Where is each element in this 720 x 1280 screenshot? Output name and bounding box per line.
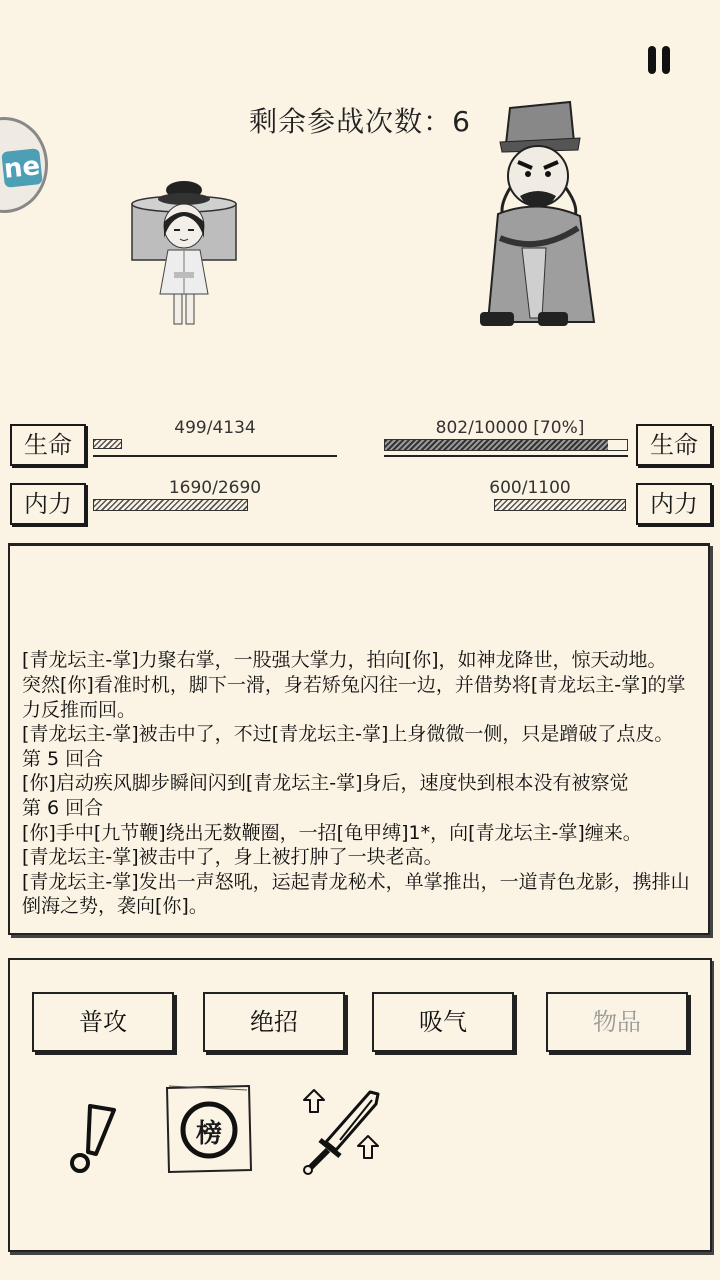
ultimate-button[interactable]: 绝招 xyxy=(203,992,345,1052)
remaining-battles: 剩余参战次数：6 xyxy=(249,105,471,138)
attack-button[interactable]: 普攻 xyxy=(32,992,174,1052)
player-hp-label: 生命 xyxy=(10,424,86,466)
log-line: [你]启动疾风脚步瞬间闪到[青龙坛主-掌]身后，速度快到根本没有被察觉 xyxy=(22,772,629,795)
enemy-hp-bar xyxy=(384,439,628,451)
log-line: 第 6 回合 xyxy=(22,797,104,820)
enemy-mp-bar xyxy=(494,499,626,511)
pause-icon xyxy=(648,46,656,74)
enemy-hp-value: 802/10000 [70%] xyxy=(435,418,585,438)
log-line: [青龙坛主-掌]力聚右掌，一股强大掌力，拍向[你]，如神龙降世，惊天动地。 xyxy=(22,649,667,672)
log-line: [青龙坛主-掌]被击中了，不过[青龙坛主-掌]上身微微一侧，只是蹭破了点皮。 xyxy=(22,723,674,746)
alert-icon[interactable] xyxy=(62,1100,122,1180)
player-mp-label: 内力 xyxy=(10,483,86,525)
enemy-mp-label: 内力 xyxy=(636,483,712,525)
battle-log-panel[interactable] xyxy=(8,543,710,935)
ranking-label: 榜 xyxy=(195,1119,222,1149)
enemy-mp-value: 600/1100 xyxy=(489,478,571,498)
log-line: [你]手中[九节鞭]绕出无数鞭圈，一招[龟甲缚]1*，向[青龙坛主-掌]缠来。 xyxy=(22,821,642,844)
enemy-character xyxy=(470,98,604,332)
log-line: [青龙坛主-掌]被击中了，身上被打肿了一块老高。 xyxy=(22,846,443,869)
battle-log-text xyxy=(22,648,698,919)
player-hp-value: 499/4134 xyxy=(174,418,256,438)
player-mp-bar xyxy=(93,499,339,511)
enemy-hp-label: 生命 xyxy=(636,424,712,466)
log-line: 第 5 回合 xyxy=(22,747,104,770)
player-mp-value: 1690/2690 xyxy=(168,478,262,498)
player-hp-bar xyxy=(93,439,337,449)
pause-button[interactable] xyxy=(644,44,676,78)
app-logo-icon: ne xyxy=(1,148,43,188)
ranking-button[interactable] xyxy=(163,1084,255,1174)
items-button[interactable]: 物品 xyxy=(546,992,688,1052)
player-character xyxy=(128,176,244,328)
sword-upgrade-icon[interactable] xyxy=(298,1084,388,1176)
breathe-button[interactable]: 吸气 xyxy=(372,992,514,1052)
log-line: [青龙坛主-掌]发出一声怒吼，运起青龙秘术，单掌推出，一道青色龙影，携排山倒海之势，袭向[你]。 xyxy=(22,870,690,918)
log-line: 突然[你]看准时机，脚下一滑，身若矫兔闪往一边，并借势将[青龙坛主-掌]的掌力反推而回。 xyxy=(22,674,686,721)
